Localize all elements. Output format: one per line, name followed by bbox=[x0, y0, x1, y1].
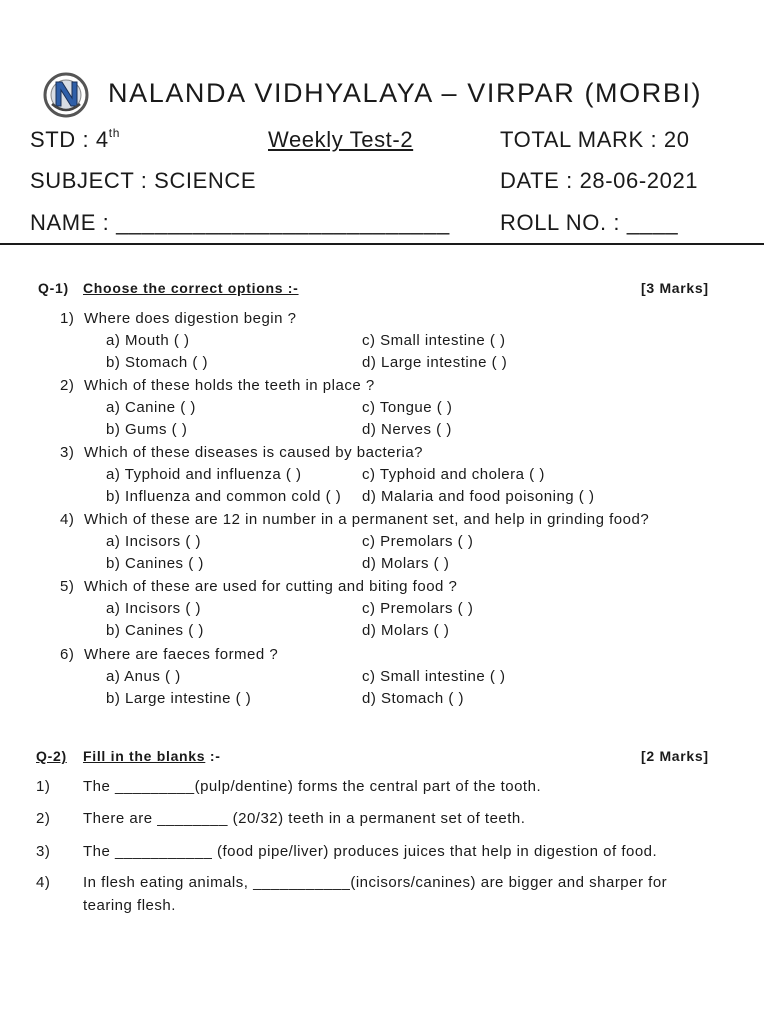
header-divider bbox=[0, 243, 764, 245]
q1-item-question: Which of these holds the teeth in place ? bbox=[84, 377, 375, 394]
school-name: NALANDA VIDHYALAYA – VIRPAR (MORBI) bbox=[108, 78, 703, 108]
subject-label: SUBJECT : SCIENCE bbox=[30, 168, 257, 193]
name-field: NAME : __________________________ bbox=[30, 210, 450, 235]
q1-option-c: c) Premolars ( ) bbox=[362, 533, 474, 550]
q1-item-question: Where are faeces formed ? bbox=[84, 646, 279, 663]
q2-item-number: 2) bbox=[36, 810, 51, 827]
q1-option-b: b) Canines ( ) bbox=[106, 622, 204, 639]
q1-option-b: b) Gums ( ) bbox=[106, 421, 188, 438]
q1-option-a: a) Incisors ( ) bbox=[106, 600, 202, 617]
q1-option-d: d) Malaria and food poisoning ( ) bbox=[362, 488, 595, 505]
q1-option-a: a) Mouth ( ) bbox=[106, 332, 190, 349]
q1-option-b: b) Canines ( ) bbox=[106, 555, 204, 572]
q1-item-question: Which of these diseases is caused by bacteria? bbox=[84, 444, 424, 461]
total-marks: TOTAL MARK : 20 bbox=[500, 127, 690, 152]
q1-option-a: a) Incisors ( ) bbox=[106, 533, 202, 550]
q2-item-text: The ___________ (food pipe/liver) produces juices that help in digestion of food. bbox=[83, 843, 658, 860]
q1-option-b: b) Large intestine ( ) bbox=[106, 690, 252, 707]
q2-item-number: 3) bbox=[36, 843, 51, 860]
q1-option-d: d) Molars ( ) bbox=[362, 555, 450, 572]
q2-number: Q-2) bbox=[36, 748, 67, 764]
q2-item-text: In flesh eating animals, ___________(incisors/canines) are bigger and sharper for bbox=[83, 874, 668, 891]
q1-option-c: c) Small intestine ( ) bbox=[362, 668, 506, 685]
q1-item-question: Where does digestion begin ? bbox=[84, 310, 297, 327]
test-date: DATE : 28-06-2021 bbox=[500, 168, 699, 193]
q1-option-a: a) Typhoid and influenza ( ) bbox=[106, 466, 302, 483]
q1-item-number: 4) bbox=[60, 511, 75, 528]
q2-item-text: The _________(pulp/dentine) forms the central part of the tooth. bbox=[83, 778, 542, 795]
q2-marks: [2 Marks] bbox=[641, 748, 709, 764]
q1-title: Choose the correct options :- bbox=[83, 280, 299, 296]
q2-item-text-continued: tearing flesh. bbox=[83, 897, 176, 914]
test-title: Weekly Test-2 bbox=[268, 127, 414, 152]
school-logo-icon bbox=[42, 70, 90, 120]
q2-item-number: 4) bbox=[36, 874, 51, 891]
q2-item-number: 1) bbox=[36, 778, 51, 795]
q1-item-question: Which of these are 12 in number in a permanent set, and help in grinding food? bbox=[84, 511, 650, 528]
q1-option-d: d) Stomach ( ) bbox=[362, 690, 465, 707]
q1-option-c: c) Premolars ( ) bbox=[362, 600, 474, 617]
q2-title: Fill in the blanks :- bbox=[83, 748, 221, 764]
q1-item-number: 2) bbox=[60, 377, 75, 394]
q1-item-number: 6) bbox=[60, 646, 75, 663]
q1-item-question: Which of these are used for cutting and biting food ? bbox=[84, 578, 458, 595]
q1-option-c: c) Tongue ( ) bbox=[362, 399, 453, 416]
q2-item-text: There are ________ (20/32) teeth in a permanent set of teeth. bbox=[83, 810, 526, 827]
q1-option-a: a) Anus ( ) bbox=[106, 668, 181, 685]
q1-marks: [3 Marks] bbox=[641, 280, 709, 296]
roll-no-field: ROLL NO. : ____ bbox=[500, 210, 679, 235]
q1-option-b: b) Influenza and common cold ( ) bbox=[106, 488, 342, 505]
q1-option-c: c) Typhoid and cholera ( ) bbox=[362, 466, 545, 483]
q1-option-a: a) Canine ( ) bbox=[106, 399, 196, 416]
q1-option-c: c) Small intestine ( ) bbox=[362, 332, 506, 349]
q1-option-d: d) Large intestine ( ) bbox=[362, 354, 508, 371]
std-label: STD : 4th bbox=[30, 125, 120, 152]
q1-number: Q-1) bbox=[38, 280, 69, 296]
q1-item-number: 3) bbox=[60, 444, 75, 461]
q1-item-number: 1) bbox=[60, 310, 75, 327]
q1-item-number: 5) bbox=[60, 578, 75, 595]
q1-option-d: d) Nerves ( ) bbox=[362, 421, 452, 438]
q1-option-b: b) Stomach ( ) bbox=[106, 354, 209, 371]
q1-option-d: d) Molars ( ) bbox=[362, 622, 450, 639]
